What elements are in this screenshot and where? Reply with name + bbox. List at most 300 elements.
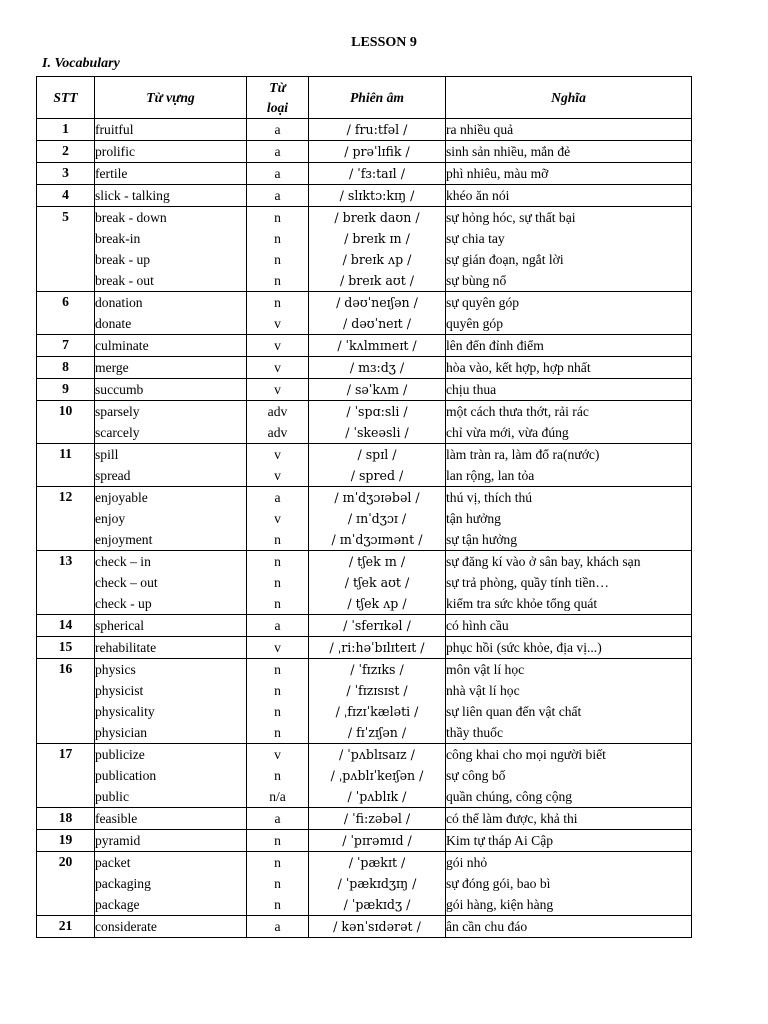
part-of-speech-cell bbox=[247, 163, 309, 185]
pronunciation-cell bbox=[309, 185, 446, 207]
word-text: physicality bbox=[95, 704, 155, 719]
word-text: check – out bbox=[95, 575, 158, 590]
word-cell bbox=[95, 551, 247, 615]
word-text: enjoy bbox=[95, 511, 126, 526]
part-of-speech-text: a bbox=[274, 166, 281, 181]
part-of-speech-text: n bbox=[274, 876, 281, 891]
part-of-speech-cell bbox=[247, 207, 309, 292]
meaning-text: sự tận hưởng bbox=[446, 532, 518, 547]
pronunciation-text: / ˈpʌblɪk / bbox=[347, 789, 407, 804]
meaning-text: sự đăng kí vào ở sân bay, khách sạn bbox=[446, 554, 641, 569]
part-of-speech-text: n bbox=[274, 683, 281, 698]
pronunciation-text: / ɪnˈdʒɔɪ / bbox=[347, 511, 407, 526]
word-text: spill bbox=[95, 447, 119, 462]
table-row bbox=[37, 659, 692, 744]
part-of-speech-text: v bbox=[274, 511, 281, 526]
meaning-cell bbox=[446, 335, 692, 357]
row-number-label: 12 bbox=[58, 489, 73, 504]
word-cell bbox=[95, 207, 247, 292]
part-of-speech-text: a bbox=[274, 144, 281, 159]
row-number bbox=[37, 551, 95, 615]
table-row bbox=[37, 163, 692, 185]
part-of-speech-text: a bbox=[274, 188, 281, 203]
row-number-label: 17 bbox=[58, 746, 73, 761]
row-number-label: 20 bbox=[58, 854, 73, 869]
part-of-speech-cell bbox=[247, 379, 309, 401]
word-text: check – in bbox=[95, 554, 151, 569]
meaning-text: nhà vật lí học bbox=[446, 683, 520, 698]
meaning-cell bbox=[446, 292, 692, 335]
table-header-row bbox=[37, 77, 692, 119]
header-meaning: Nghĩa bbox=[446, 77, 692, 119]
pronunciation-text: / ˈskeəsli / bbox=[345, 425, 409, 440]
part-of-speech-text: n bbox=[274, 725, 281, 740]
meaning-text: chịu thua bbox=[446, 382, 497, 397]
pronunciation-text: / ˌfɪzɪˈkæləti / bbox=[335, 704, 419, 719]
part-of-speech-cell bbox=[247, 487, 309, 551]
word-text: break - down bbox=[95, 210, 167, 225]
pronunciation-text: / ˌpʌblɪˈkeɪʃən / bbox=[330, 768, 424, 783]
meaning-text: quyên góp bbox=[446, 316, 504, 331]
part-of-speech-text: n/a bbox=[269, 789, 286, 804]
pronunciation-cell bbox=[309, 119, 446, 141]
part-of-speech-cell bbox=[247, 119, 309, 141]
table-row bbox=[37, 119, 692, 141]
pronunciation-cell bbox=[309, 163, 446, 185]
row-number bbox=[37, 808, 95, 830]
pronunciation-cell bbox=[309, 744, 446, 808]
meaning-text: sự bùng nổ bbox=[446, 273, 507, 288]
meaning-cell bbox=[446, 444, 692, 487]
part-of-speech-text: n bbox=[274, 575, 281, 590]
pronunciation-text: / ˈfɪzɪks / bbox=[350, 662, 404, 677]
pronunciation-text: / spɪl / bbox=[357, 447, 397, 462]
meaning-cell bbox=[446, 637, 692, 659]
word-text: public bbox=[95, 789, 129, 804]
part-of-speech-cell bbox=[247, 916, 309, 938]
header-word: Từ vựng bbox=[95, 77, 247, 119]
meaning-text: thầy thuốc bbox=[446, 725, 504, 740]
pronunciation-cell bbox=[309, 401, 446, 444]
part-of-speech-text: n bbox=[274, 704, 281, 719]
word-cell bbox=[95, 357, 247, 379]
word-cell bbox=[95, 335, 247, 357]
meaning-text: sự chia tay bbox=[446, 231, 505, 246]
part-of-speech-text: n bbox=[274, 897, 281, 912]
meaning-text: công khai cho mọi người biết bbox=[446, 747, 606, 762]
word-text: feasible bbox=[95, 811, 138, 826]
meaning-cell bbox=[446, 615, 692, 637]
word-text: succumb bbox=[95, 382, 144, 397]
table-row bbox=[37, 379, 692, 401]
pronunciation-text: / dəʊˈneɪʃən / bbox=[336, 295, 418, 310]
pronunciation-text: / breɪk ɪn / bbox=[344, 231, 410, 246]
table-body bbox=[37, 119, 692, 938]
row-number-label: 13 bbox=[58, 553, 73, 568]
meaning-text: có thể làm được, khả thi bbox=[446, 811, 578, 826]
part-of-speech-text: n bbox=[274, 210, 281, 225]
pronunciation-text: / breɪk daʊn / bbox=[334, 210, 420, 225]
part-of-speech-cell bbox=[247, 830, 309, 852]
part-of-speech-cell bbox=[247, 551, 309, 615]
row-number-label: 14 bbox=[58, 617, 73, 632]
word-cell bbox=[95, 808, 247, 830]
pronunciation-text: / tʃek ɪn / bbox=[348, 554, 406, 569]
meaning-text: phục hồi (sức khỏe, địa vị...) bbox=[446, 640, 602, 655]
word-text: break - out bbox=[95, 273, 154, 288]
part-of-speech-text: n bbox=[274, 662, 281, 677]
pronunciation-cell bbox=[309, 207, 446, 292]
pronunciation-cell bbox=[309, 830, 446, 852]
word-text: physician bbox=[95, 725, 148, 740]
word-cell bbox=[95, 637, 247, 659]
part-of-speech-text: n bbox=[274, 554, 281, 569]
pronunciation-text: / spred / bbox=[350, 468, 404, 483]
meaning-cell bbox=[446, 659, 692, 744]
row-number-label: 4 bbox=[62, 187, 69, 202]
pronunciation-text: / tʃek aʊt / bbox=[344, 575, 410, 590]
row-number-label: 1 bbox=[62, 121, 69, 136]
pronunciation-text: / ˌri:həˈbɪlɪteɪt / bbox=[329, 640, 425, 655]
table-row bbox=[37, 487, 692, 551]
word-cell bbox=[95, 444, 247, 487]
section-heading: I. Vocabulary bbox=[42, 56, 120, 71]
part-of-speech-cell bbox=[247, 808, 309, 830]
meaning-text: làm tràn ra, làm đổ ra(nước) bbox=[446, 447, 600, 462]
row-number bbox=[37, 916, 95, 938]
meaning-cell bbox=[446, 119, 692, 141]
pronunciation-cell bbox=[309, 141, 446, 163]
word-text: culminate bbox=[95, 338, 149, 353]
meaning-text: sự liên quan đến vật chất bbox=[446, 704, 582, 719]
meaning-text: sự trả phòng, quầy tính tiền… bbox=[446, 575, 609, 590]
meaning-text: sự gián đoạn, ngắt lời bbox=[446, 252, 564, 267]
word-text: enjoyment bbox=[95, 532, 153, 547]
meaning-text: sự công bố bbox=[446, 768, 506, 783]
word-text: spread bbox=[95, 468, 131, 483]
table-row bbox=[37, 335, 692, 357]
word-text: physicist bbox=[95, 683, 144, 698]
row-number-label: 19 bbox=[58, 832, 73, 847]
row-number-label: 11 bbox=[59, 446, 72, 461]
meaning-cell bbox=[446, 185, 692, 207]
vocabulary-table bbox=[36, 76, 692, 938]
pronunciation-text: / slɪktɔ:kɪŋ / bbox=[339, 188, 415, 203]
meaning-text: sự quyên góp bbox=[446, 295, 520, 310]
word-cell bbox=[95, 830, 247, 852]
row-number-label: 9 bbox=[62, 381, 69, 396]
meaning-cell bbox=[446, 357, 692, 379]
word-cell bbox=[95, 401, 247, 444]
word-cell bbox=[95, 292, 247, 335]
part-of-speech-cell bbox=[247, 292, 309, 335]
part-of-speech-cell bbox=[247, 185, 309, 207]
row-number-label: 15 bbox=[58, 639, 73, 654]
part-of-speech-text: n bbox=[274, 768, 281, 783]
part-of-speech-cell bbox=[247, 659, 309, 744]
pronunciation-text: / prəˈlɪfik / bbox=[344, 144, 410, 159]
meaning-text: kiểm tra sức khỏe tổng quát bbox=[446, 596, 598, 611]
part-of-speech-text: n bbox=[274, 833, 281, 848]
row-number-label: 6 bbox=[62, 294, 69, 309]
pronunciation-text: / mɜ:dʒ / bbox=[349, 360, 405, 375]
pronunciation-cell bbox=[309, 659, 446, 744]
table-row bbox=[37, 551, 692, 615]
word-text: break-in bbox=[95, 231, 141, 246]
row-number bbox=[37, 659, 95, 744]
row-number bbox=[37, 744, 95, 808]
row-number bbox=[37, 852, 95, 916]
meaning-text: sinh sản nhiều, mắn đẻ bbox=[446, 144, 571, 159]
meaning-text: khéo ăn nói bbox=[446, 188, 510, 203]
row-number-label: 18 bbox=[58, 810, 73, 825]
pronunciation-text: / kənˈsɪdərət / bbox=[333, 919, 421, 934]
part-of-speech-text: n bbox=[274, 596, 281, 611]
row-number bbox=[37, 141, 95, 163]
part-of-speech-cell bbox=[247, 357, 309, 379]
meaning-text: lan rộng, lan tỏa bbox=[446, 468, 535, 483]
meaning-text: chỉ vừa mới, vừa đúng bbox=[446, 425, 569, 440]
word-text: spherical bbox=[95, 618, 145, 633]
part-of-speech-cell bbox=[247, 141, 309, 163]
meaning-text: sự hỏng hóc, sự thất bại bbox=[446, 210, 576, 225]
header-ipa: Phiên âm bbox=[309, 77, 446, 119]
table-row bbox=[37, 830, 692, 852]
pronunciation-cell bbox=[309, 916, 446, 938]
part-of-speech-text: adv bbox=[267, 425, 288, 440]
word-cell bbox=[95, 185, 247, 207]
part-of-speech-text: v bbox=[274, 468, 281, 483]
meaning-cell bbox=[446, 487, 692, 551]
meaning-text: hòa vào, kết hợp, hợp nhất bbox=[446, 360, 591, 375]
meaning-cell bbox=[446, 207, 692, 292]
part-of-speech-text: n bbox=[274, 855, 281, 870]
part-of-speech-text: n bbox=[274, 532, 281, 547]
pronunciation-text: / fru:tfəl / bbox=[346, 122, 408, 137]
part-of-speech-text: adv bbox=[267, 404, 288, 419]
pronunciation-cell bbox=[309, 357, 446, 379]
row-number bbox=[37, 379, 95, 401]
pronunciation-text: / dəʊˈneɪt / bbox=[343, 316, 411, 331]
part-of-speech-text: a bbox=[274, 122, 281, 137]
word-text: fruitful bbox=[95, 122, 134, 137]
word-cell bbox=[95, 744, 247, 808]
meaning-cell bbox=[446, 744, 692, 808]
part-of-speech-cell bbox=[247, 444, 309, 487]
part-of-speech-cell bbox=[247, 744, 309, 808]
meaning-text: ra nhiều quả bbox=[446, 122, 514, 137]
meaning-text: gói hàng, kiện hàng bbox=[446, 897, 554, 912]
word-cell bbox=[95, 916, 247, 938]
part-of-speech-text: v bbox=[274, 360, 281, 375]
row-number bbox=[37, 357, 95, 379]
meaning-cell bbox=[446, 916, 692, 938]
pronunciation-text: / ɪnˈdʒɔɪmənt / bbox=[331, 532, 423, 547]
word-text: packet bbox=[95, 855, 131, 870]
word-text: slick - talking bbox=[95, 188, 170, 203]
meaning-text: gói nhỏ bbox=[446, 855, 488, 870]
word-cell bbox=[95, 379, 247, 401]
pronunciation-text: / ɪnˈdʒɔɪəbəl / bbox=[334, 490, 420, 505]
row-number-label: 2 bbox=[62, 143, 69, 158]
row-number-label: 3 bbox=[62, 165, 69, 180]
pronunciation-cell bbox=[309, 487, 446, 551]
row-number-label: 7 bbox=[62, 337, 69, 352]
pronunciation-text: / ˈpækɪt / bbox=[348, 855, 406, 870]
part-of-speech-text: v bbox=[274, 447, 281, 462]
meaning-text: sự đóng gói, bao bì bbox=[446, 876, 551, 891]
meaning-cell bbox=[446, 852, 692, 916]
row-number bbox=[37, 637, 95, 659]
word-text: enjoyable bbox=[95, 490, 148, 505]
word-text: prolific bbox=[95, 144, 136, 159]
part-of-speech-text: n bbox=[274, 231, 281, 246]
meaning-text: Kim tự tháp Ai Cập bbox=[446, 833, 554, 848]
part-of-speech-text: n bbox=[274, 252, 281, 267]
pronunciation-text: / ˈkʌlmɪneɪt / bbox=[337, 338, 417, 353]
word-text: package bbox=[95, 897, 140, 912]
word-text: considerate bbox=[95, 919, 157, 934]
word-cell bbox=[95, 852, 247, 916]
row-number bbox=[37, 615, 95, 637]
pronunciation-cell bbox=[309, 292, 446, 335]
pronunciation-text: / səˈkʌm / bbox=[346, 382, 408, 397]
part-of-speech-text: v bbox=[274, 747, 281, 762]
header-pos-label: Từ loại bbox=[266, 79, 289, 115]
part-of-speech-text: a bbox=[274, 490, 281, 505]
meaning-text: phì nhiêu, màu mỡ bbox=[446, 166, 549, 181]
pronunciation-text: / ˈspɑ:sli / bbox=[346, 404, 408, 419]
part-of-speech-cell bbox=[247, 852, 309, 916]
word-text: sparsely bbox=[95, 404, 140, 419]
row-number-label: 16 bbox=[58, 661, 73, 676]
part-of-speech-text: v bbox=[274, 338, 281, 353]
word-cell bbox=[95, 487, 247, 551]
word-text: physics bbox=[95, 662, 136, 677]
word-text: packaging bbox=[95, 876, 151, 891]
meaning-text: thú vị, thích thú bbox=[446, 490, 533, 505]
table-row bbox=[37, 141, 692, 163]
meaning-cell bbox=[446, 379, 692, 401]
table-row bbox=[37, 615, 692, 637]
meaning-text: quần chúng, công cộng bbox=[446, 789, 573, 804]
part-of-speech-text: n bbox=[274, 295, 281, 310]
word-text: scarcely bbox=[95, 425, 140, 440]
table-row bbox=[37, 292, 692, 335]
pronunciation-cell bbox=[309, 379, 446, 401]
pronunciation-cell bbox=[309, 551, 446, 615]
row-number bbox=[37, 163, 95, 185]
header-stt: STT bbox=[37, 77, 95, 119]
row-number bbox=[37, 185, 95, 207]
row-number-label: 5 bbox=[62, 209, 69, 224]
row-number-label: 10 bbox=[58, 403, 73, 418]
row-number-label: 8 bbox=[62, 359, 69, 374]
pronunciation-text: / tʃek ʌp / bbox=[347, 596, 407, 611]
word-text: break - up bbox=[95, 252, 151, 267]
table-row bbox=[37, 357, 692, 379]
meaning-text: một cách thưa thớt, rải rác bbox=[446, 404, 589, 419]
table-row bbox=[37, 401, 692, 444]
word-cell bbox=[95, 659, 247, 744]
part-of-speech-text: v bbox=[274, 382, 281, 397]
meaning-text: ân cần chu đáo bbox=[446, 919, 528, 934]
table-row bbox=[37, 744, 692, 808]
pronunciation-text: / ˈfi:zəbəl / bbox=[343, 811, 411, 826]
pronunciation-text: / ˈsferɪkəl / bbox=[343, 618, 411, 633]
pronunciation-text: / breɪk aʊt / bbox=[339, 273, 415, 288]
part-of-speech-text: a bbox=[274, 618, 281, 633]
row-number bbox=[37, 335, 95, 357]
word-text: check - up bbox=[95, 596, 152, 611]
pronunciation-text: / ˈpækɪdʒɪŋ / bbox=[337, 876, 417, 891]
word-text: donation bbox=[95, 295, 143, 310]
part-of-speech-cell bbox=[247, 335, 309, 357]
word-text: pyramid bbox=[95, 833, 141, 848]
meaning-text: lên đến đỉnh điểm bbox=[446, 338, 544, 353]
part-of-speech-cell bbox=[247, 615, 309, 637]
table-row bbox=[37, 637, 692, 659]
meaning-text: có hình cầu bbox=[446, 618, 509, 633]
lesson-title: LESSON 9 bbox=[351, 35, 417, 50]
part-of-speech-cell bbox=[247, 637, 309, 659]
word-text: publicize bbox=[95, 747, 145, 762]
pronunciation-text: / ˈpækɪdʒ / bbox=[343, 897, 411, 912]
row-number bbox=[37, 830, 95, 852]
row-number-label: 21 bbox=[58, 918, 73, 933]
pronunciation-text: / breɪk ʌp / bbox=[342, 252, 412, 267]
word-cell bbox=[95, 163, 247, 185]
part-of-speech-text: a bbox=[274, 919, 281, 934]
meaning-cell bbox=[446, 808, 692, 830]
row-number bbox=[37, 401, 95, 444]
pronunciation-text: / ˈpʌblɪsaɪz / bbox=[339, 747, 415, 762]
part-of-speech-text: v bbox=[274, 640, 281, 655]
pronunciation-text: / ˈfɜ:taɪl / bbox=[349, 166, 405, 181]
part-of-speech-cell bbox=[247, 401, 309, 444]
table-row bbox=[37, 808, 692, 830]
pronunciation-text: / ˈpɪrəmɪd / bbox=[342, 833, 412, 848]
pronunciation-cell bbox=[309, 852, 446, 916]
row-number bbox=[37, 444, 95, 487]
word-text: donate bbox=[95, 316, 132, 331]
pronunciation-cell bbox=[309, 637, 446, 659]
pronunciation-cell bbox=[309, 615, 446, 637]
pronunciation-cell bbox=[309, 808, 446, 830]
part-of-speech-text: a bbox=[274, 811, 281, 826]
row-number bbox=[37, 119, 95, 141]
meaning-text: tận hưởng bbox=[446, 511, 501, 526]
pronunciation-cell bbox=[309, 335, 446, 357]
meaning-text: môn vật lí học bbox=[446, 662, 525, 677]
row-number bbox=[37, 207, 95, 292]
table-row bbox=[37, 852, 692, 916]
table-row bbox=[37, 185, 692, 207]
part-of-speech-text: v bbox=[274, 316, 281, 331]
word-cell bbox=[95, 141, 247, 163]
meaning-cell bbox=[446, 830, 692, 852]
word-text: rehabilitate bbox=[95, 640, 157, 655]
word-text: merge bbox=[95, 360, 129, 375]
header-pos bbox=[247, 77, 309, 119]
meaning-cell bbox=[446, 163, 692, 185]
meaning-cell bbox=[446, 401, 692, 444]
table-row bbox=[37, 444, 692, 487]
meaning-cell bbox=[446, 141, 692, 163]
word-cell bbox=[95, 615, 247, 637]
part-of-speech-text: n bbox=[274, 273, 281, 288]
row-number bbox=[37, 292, 95, 335]
